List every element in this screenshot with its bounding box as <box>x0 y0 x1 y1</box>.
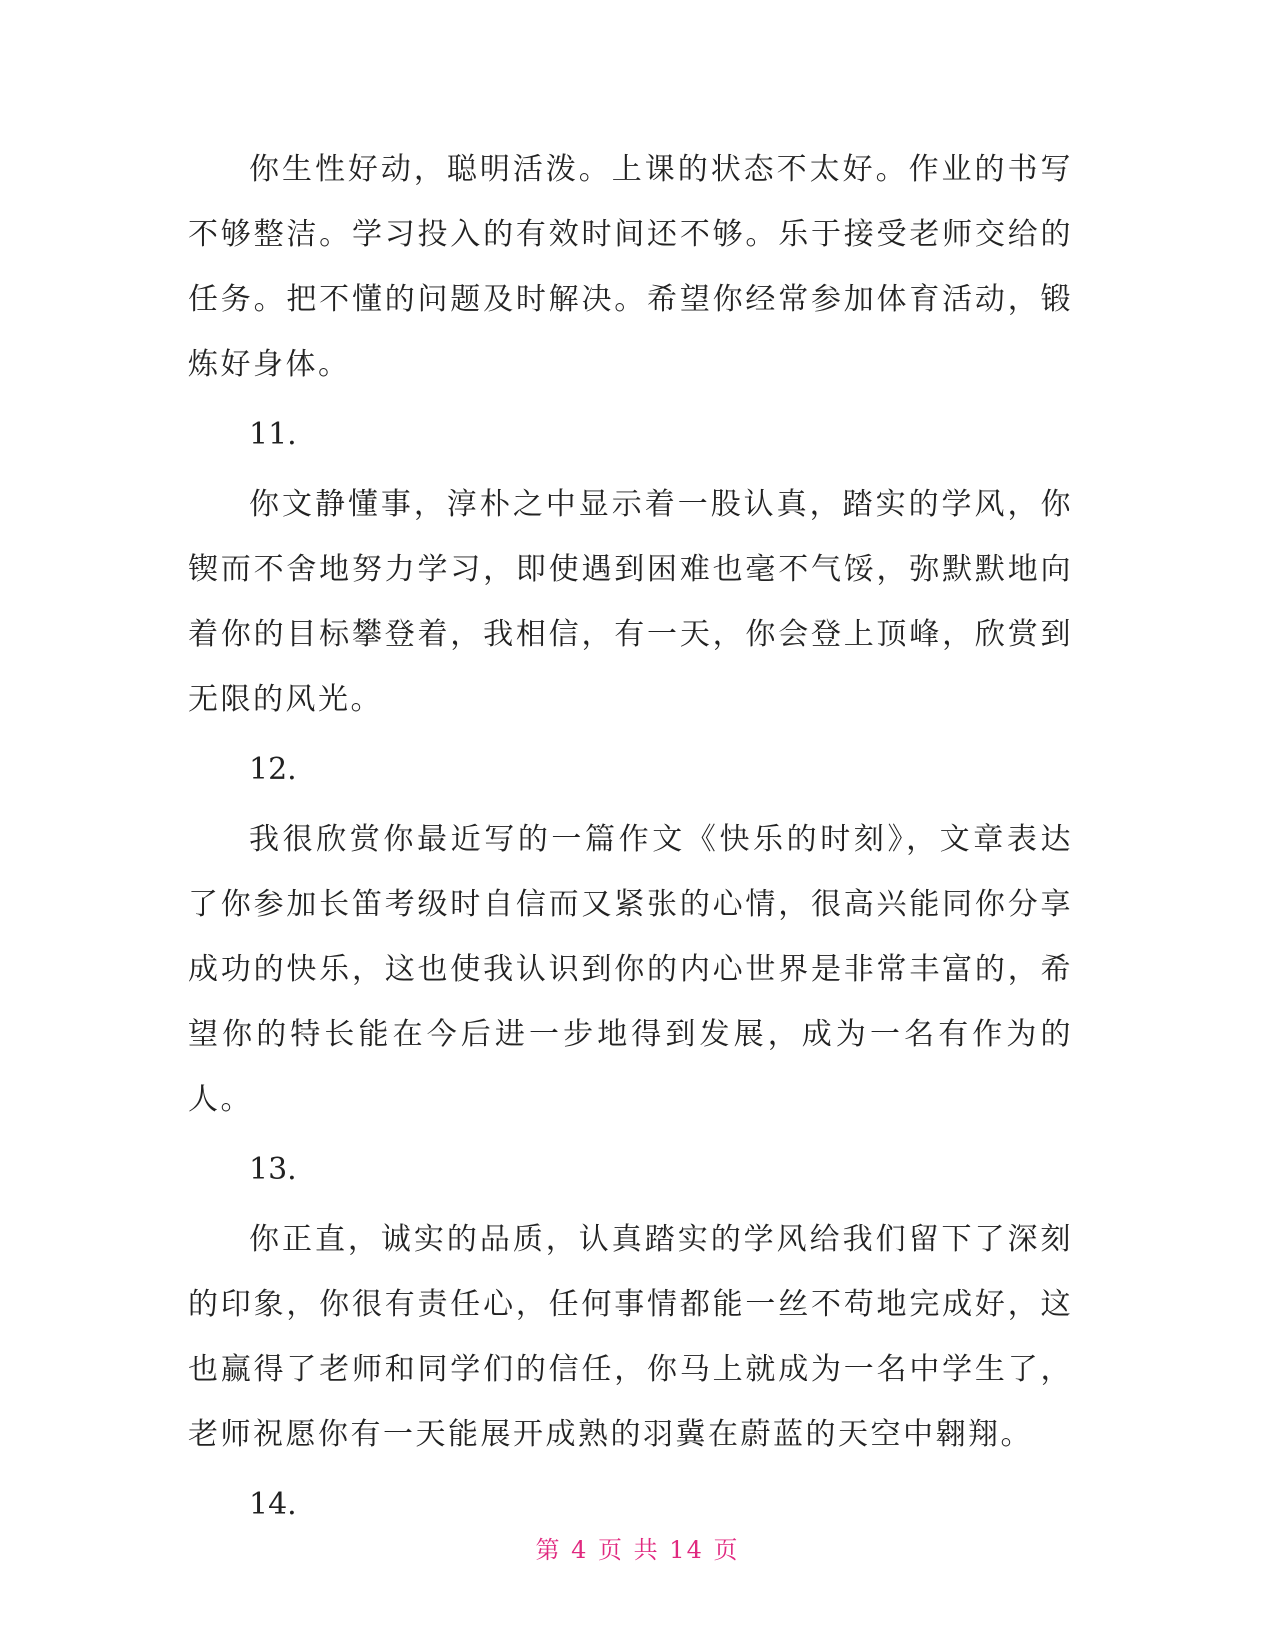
paragraph-comment-13: 你正直，诚实的品质，认真踏实的学风给我们留下了深刻的印象，你很有责任心，任何事情都能一丝不苟地完成好，这也赢得了老师和同学们的信任，你马上就成为一名中学生了，老师祝愿你有一天能展开成熟的羽冀在蔚蓝的天空中翱翔。 <box>188 1222 1073 1452</box>
page-footer: 第 4 页 共 14 页 <box>535 1536 740 1564</box>
paragraph-comment-10: 你生性好动，聪明活泼。上课的状态不太好。作业的书写不够整洁。学习投入的有效时间还不够。乐于接受老师交给的任务。把不懂的问题及时解决。希望你经常参加体育活动，锻炼好身体。 <box>188 152 1073 382</box>
document-body <box>188 137 1073 1542</box>
item-number-14: 14. <box>249 1487 297 1522</box>
item-number-13: 13. <box>249 1152 297 1187</box>
item-number-12: 12. <box>249 752 297 787</box>
paragraph-comment-12: 我很欣赏你最近写的一篇作文《快乐的时刻》，文章表达了你参加长笛考级时自信而又紧张的心情，很高兴能同你分享成功的快乐，这也使我认识到你的内心世界是非常丰富的，希望你的特长能在今后进一步地得到发展，成为一名有作为的人。 <box>188 822 1073 1117</box>
paragraph-comment-11: 你文静懂事，淳朴之中显示着一股认真，踏实的学风，你锲而不舍地努力学习，即使遇到困难也毫不气馁，弥默默地向着你的目标攀登着，我相信，有一天，你会登上顶峰，欣赏到无限的风光。 <box>188 487 1073 717</box>
item-number-11: 11. <box>249 417 297 452</box>
